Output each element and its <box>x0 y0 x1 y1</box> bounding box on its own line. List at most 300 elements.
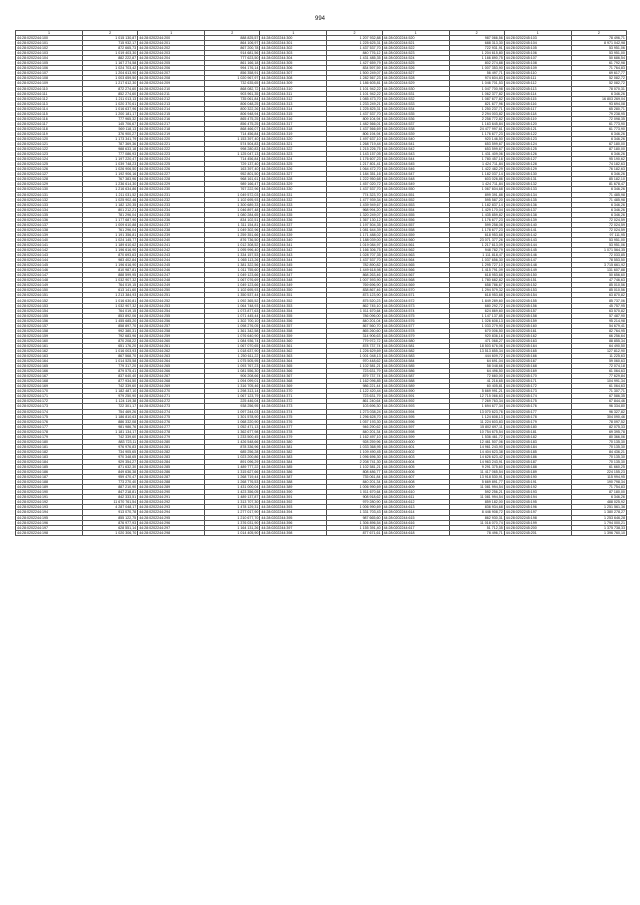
cadastral-value-cell: 1 001 048,13 <box>327 354 382 359</box>
cadastral-value-cell: 861 240,64 <box>327 399 382 404</box>
cadastral-value-cell: 836 934,68 <box>449 505 504 510</box>
cadastral-number-cell: 44:28:0202244:126 <box>16 167 83 172</box>
cadastral-number-cell: 44:28:0202244:120 <box>16 136 83 141</box>
cadastral-number-cell: 44:28:0202244:600 <box>382 439 449 444</box>
cadastral-value-cell: 906 208,66 <box>205 374 260 379</box>
cadastral-number-cell: 44:28:0202244:289 <box>138 485 205 490</box>
cadastral-value-cell: 69 395,78 <box>571 429 626 434</box>
cadastral-value-cell: 115 994,95 <box>571 475 626 480</box>
cadastral-number-cell: 44:28:0202244:606 <box>382 470 449 475</box>
cadastral-value-cell: 1 173 341,79 <box>83 136 138 141</box>
cadastral-number-cell: 44:28:0202245:162 <box>504 333 571 338</box>
cadastral-value-cell: 444 609,72 <box>449 354 504 359</box>
cadastral-value-cell: 685 256,28 <box>205 449 260 454</box>
cadastral-value-cell: 1 101 942,22 <box>327 91 382 96</box>
cadastral-value-cell: 865 475,25 <box>205 116 260 121</box>
cadastral-value-cell: 471 068,27 <box>449 338 504 343</box>
cadastral-number-cell: 44:28:0202244:372 <box>260 399 327 404</box>
cadastral-value-cell: 883 723,11 <box>83 439 138 444</box>
cadastral-value-cell: 6 346,26 <box>571 495 626 500</box>
cadastral-value-cell: 1 019 403,30 <box>83 51 138 56</box>
cadastral-number-cell: 44:28:0202244:604 <box>382 459 449 464</box>
cadastral-value-cell: 1 184 351,16 <box>327 172 382 177</box>
cadastral-number-cell: 44:28:0202244:356 <box>260 318 327 323</box>
cadastral-number-cell: 44:28:0202244:610 <box>382 490 449 495</box>
cadastral-value-cell: 47 746,63 <box>571 278 626 283</box>
cadastral-value-cell: 806 048,25 <box>205 101 260 106</box>
cadastral-value-cell: 856 358,91 <box>205 71 260 76</box>
cadastral-number-cell: 44:28:0202244:167 <box>16 374 83 379</box>
cadastral-number-cell: 44:28:0202244:103 <box>16 51 83 56</box>
cadastral-number-cell: 44:28:0202244:251 <box>138 293 205 298</box>
cadastral-value-cell: 777 086,93 <box>83 152 138 157</box>
cadastral-number-cell: 44:28:0202245:121 <box>504 126 571 131</box>
cadastral-value-cell: 981 986,76 <box>83 424 138 429</box>
cadastral-number-cell: 44:28:0202244:209 <box>138 81 205 86</box>
cadastral-number-cell: 44:28:0202244:220 <box>138 136 205 141</box>
cadastral-value-cell: 1 096 696,30 <box>327 454 382 459</box>
cadastral-value-cell: 1 489 137,87 <box>205 495 260 500</box>
cadastral-value-cell: 64 490,50 <box>571 343 626 348</box>
cadastral-number-cell: 44:28:0202244:528 <box>382 76 449 81</box>
cadastral-number-cell: 44:28:0202244:392 <box>260 500 327 505</box>
cadastral-number-cell: 44:28:0202244:139 <box>16 232 83 237</box>
cadastral-value-cell: 82 764,95 <box>571 328 626 333</box>
cadastral-number-cell: 44:28:0202244:564 <box>382 258 449 263</box>
cadastral-value-cell: 66 256,64 <box>571 333 626 338</box>
cadastral-number-cell: 44:28:0202245:189 <box>504 470 571 475</box>
cadastral-number-cell: 44:28:0202244:331 <box>260 192 327 197</box>
cadastral-value-cell: 1 143 157,05 <box>327 152 382 157</box>
cadastral-value-cell: 163 397,40 <box>205 167 260 172</box>
cadastral-value-cell: 1 011 670,64 <box>327 308 382 313</box>
cadastral-number-cell: 44:28:0202244:293 <box>138 505 205 510</box>
cadastral-value-cell: 959 470,47 <box>83 475 138 480</box>
cadastral-value-cell: 1 162 096,85 <box>327 379 382 384</box>
cadastral-number-cell: 44:28:0202244:602 <box>382 449 449 454</box>
cadastral-number-cell: 44:28:0202244:213 <box>138 101 205 106</box>
cadastral-value-cell: 95 214,98 <box>571 318 626 323</box>
cadastral-number-cell: 44:28:0202244:276 <box>138 419 205 424</box>
cadastral-number-cell: 44:28:0202244:291 <box>138 495 205 500</box>
cadastral-value-cell: 976 976,83 <box>83 444 138 449</box>
cadastral-value-cell: 11 225,63 <box>571 354 626 359</box>
cadastral-number-cell: 44:28:0202244:271 <box>138 394 205 399</box>
cadastral-number-cell: 44:28:0202245:198 <box>504 515 571 520</box>
cadastral-value-cell: 1 033 368,95 <box>327 444 382 449</box>
cadastral-value-cell: 1 102 695,93 <box>205 288 260 293</box>
cadastral-value-cell: 864 106,97 <box>205 41 260 46</box>
cadastral-number-cell: 44:28:0202244:204 <box>138 56 205 61</box>
cadastral-value-cell: 1 163 645,84 <box>449 121 504 126</box>
cadastral-number-cell: 44:28:0202244:529 <box>382 81 449 86</box>
cadastral-value-cell: 867 568,70 <box>83 354 138 359</box>
cadastral-value-cell: 71 307,71 <box>571 389 626 394</box>
cadastral-value-cell: 6 346,26 <box>571 202 626 207</box>
cadastral-number-cell: 44:28:0202244:546 <box>382 167 449 172</box>
cadastral-value-cell: 988 633,18 <box>83 147 138 152</box>
cadastral-value-cell: 69 617,77 <box>571 71 626 76</box>
cadastral-number-cell: 44:28:0202244:376 <box>260 419 327 424</box>
cadastral-value-cell: 1 084 936,74 <box>205 338 260 343</box>
cadastral-value-cell: 58 048,66 <box>449 364 504 369</box>
cadastral-number-cell: 44:28:0202244:575 <box>382 313 449 318</box>
cadastral-number-cell: 44:28:0202244:263 <box>138 354 205 359</box>
cadastral-value-cell: 867 200,78 <box>205 46 260 51</box>
cadastral-value-cell: 618 953,68 <box>449 232 504 237</box>
header-number-col: 1 <box>504 31 571 36</box>
cadastral-number-cell: 44:28:0202244:594 <box>382 409 449 414</box>
cadastral-value-cell: 862 930,31 <box>449 515 504 520</box>
cadastral-value-cell: 97 111,95 <box>571 232 626 237</box>
cadastral-value-cell: 714 456,84 <box>205 131 260 136</box>
cadastral-number-cell: 44:28:0202244:389 <box>260 485 327 490</box>
cadastral-value-cell: 61 792,98 <box>571 61 626 66</box>
cadastral-number-cell: 44:28:0202244:254 <box>138 308 205 313</box>
cadastral-number-cell: 44:28:0202244:532 <box>382 96 449 101</box>
cadastral-number-cell: 44:28:0202244:235 <box>138 212 205 217</box>
cadastral-number-cell: 44:28:0202244:101 <box>16 41 83 46</box>
cadastral-number-cell: 44:28:0202245:144 <box>504 242 571 247</box>
cadastral-value-cell: 777 965,32 <box>83 116 138 121</box>
cadastral-value-cell: 6 346,26 <box>571 131 626 136</box>
cadastral-value-cell: 1 196 616,90 <box>83 263 138 268</box>
cadastral-number-cell: 44:28:0202244:149 <box>16 283 83 288</box>
cadastral-value-cell: 6 346,26 <box>571 212 626 217</box>
cadastral-value-cell: 1 794 000,21 <box>571 520 626 525</box>
cadastral-value-cell: 1 233 249,21 <box>327 101 382 106</box>
cadastral-number-cell: 44:28:0202244:252 <box>138 298 205 303</box>
cadastral-value-cell: 77 629,84 <box>571 374 626 379</box>
cadastral-number-cell: 44:28:0202244:605 <box>382 465 449 470</box>
cadastral-number-cell: 44:28:0202245:111 <box>504 76 571 81</box>
cadastral-number-cell: 44:28:0202244:345 <box>260 263 327 268</box>
cadastral-number-cell: 44:28:0202244:563 <box>382 253 449 258</box>
cadastral-value-cell: 1 182 120,35 <box>83 202 138 207</box>
cadastral-number-cell: 44:28:0202244:527 <box>382 71 449 76</box>
cadastral-number-cell: 44:28:0202245:117 <box>504 106 571 111</box>
cadastral-number-cell: 44:28:0202244:181 <box>16 444 83 449</box>
page-number: 994 <box>314 16 325 22</box>
cadastral-number-cell: 44:28:0202244:574 <box>382 308 449 313</box>
cadastral-value-cell: 1 300 689,33 <box>205 202 260 207</box>
cadastral-value-cell: 1 192 906,16 <box>83 172 138 177</box>
cadastral-value-cell: 714 456,84 <box>205 157 260 162</box>
cadastral-number-cell: 44:28:0202244:543 <box>382 152 449 157</box>
cadastral-number-cell: 44:28:0202244:298 <box>138 530 205 535</box>
cadastral-number-cell: 44:28:0202244:324 <box>260 157 327 162</box>
cadastral-number-cell: 44:28:0202244:215 <box>138 111 205 116</box>
cadastral-number-cell: 44:28:0202245:133 <box>504 187 571 192</box>
cadastral-value-cell: 1 023 200,86 <box>205 454 260 459</box>
cadastral-value-cell: 806 948,94 <box>205 111 260 116</box>
cadastral-value-cell: 1 162 497,10 <box>327 434 382 439</box>
cadastral-value-cell: 872 274,60 <box>83 86 138 91</box>
cadastral-value-cell: 1 367 130,12 <box>327 217 382 222</box>
cadastral-value-cell: 946 290,62 <box>327 424 382 429</box>
cadastral-number-cell: 44:28:0202244:286 <box>138 470 205 475</box>
cadastral-value-cell: 1 176 677,23 <box>449 131 504 136</box>
cadastral-number-cell: 44:28:0202244:224 <box>138 157 205 162</box>
cadastral-number-cell: 44:28:0202244:109 <box>16 81 83 86</box>
cadastral-number-cell: 44:28:0202244:152 <box>16 298 83 303</box>
cadastral-value-cell: 1 016 630,81 <box>83 298 138 303</box>
cadastral-value-cell: 920 146,50 <box>449 136 504 141</box>
cadastral-value-cell: 1 216 634,86 <box>83 187 138 192</box>
cadastral-number-cell: 44:28:0202244:308 <box>260 76 327 81</box>
cadastral-value-cell: 786 096,00 <box>327 313 382 318</box>
cadastral-value-cell: 1 225 625,31 <box>327 41 382 46</box>
cadastral-value-cell: 834 102,51 <box>205 217 260 222</box>
cadastral-number-cell: 44:28:0202244:554 <box>382 207 449 212</box>
cadastral-number-cell: 44:28:0202244:280 <box>138 439 205 444</box>
cadastral-value-cell: 1 429 170,04 <box>449 207 504 212</box>
cadastral-number-cell: 44:28:0202244:153 <box>16 303 83 308</box>
cadastral-number-cell: 44:28:0202245:171 <box>504 379 571 384</box>
cadastral-value-cell: 876 977,93 <box>83 520 138 525</box>
cadastral-number-cell: 44:28:0202244:260 <box>138 338 205 343</box>
cadastral-value-cell: 1 181 134,17 <box>83 429 138 434</box>
cadastral-number-cell: 44:28:0202244:156 <box>16 318 83 323</box>
cadastral-number-cell: 44:28:0202244:138 <box>16 227 83 232</box>
cadastral-value-cell: 6 346,26 <box>571 172 626 177</box>
cadastral-value-cell: 859 182,00 <box>449 500 504 505</box>
cadastral-value-cell: 1 166 306,75 <box>327 248 382 253</box>
cadastral-number-cell: 44:28:0202245:167 <box>504 359 571 364</box>
cadastral-number-cell: 44:28:0202244:296 <box>138 520 205 525</box>
cadastral-number-cell: 44:28:0202244:360 <box>260 338 327 343</box>
cadastral-value-cell: 1 012 308,52 <box>205 242 260 247</box>
cadastral-number-cell: 44:28:0202244:565 <box>382 263 449 268</box>
cadastral-number-cell: 44:28:0202244:244 <box>138 258 205 263</box>
cadastral-value-cell: 1 302 700,10 <box>205 318 260 323</box>
cadastral-number-cell: 44:28:0202244:301 <box>260 41 327 46</box>
cadastral-number-cell: 44:28:0202244:615 <box>382 515 449 520</box>
cadastral-number-cell: 44:28:0202245:177 <box>504 409 571 414</box>
cadastral-number-cell: 44:28:0202245:154 <box>504 293 571 298</box>
cadastral-number-cell: 44:28:0202244:572 <box>382 298 449 303</box>
cadastral-number-cell: 44:28:0202244:141 <box>16 242 83 247</box>
cadastral-value-cell: 1 067 123,79 <box>205 394 260 399</box>
cadastral-number-cell: 44:28:0202244:292 <box>138 500 205 505</box>
cadastral-value-cell: 1 431 409,06 <box>449 152 504 157</box>
cadastral-number-cell: 44:28:0202244:330 <box>260 187 327 192</box>
cadastral-value-cell: 882 222,87 <box>83 56 138 61</box>
cadastral-number-cell: 44:28:0202244:523 <box>382 51 449 56</box>
cadastral-number-cell: 44:28:0202244:256 <box>138 318 205 323</box>
cadastral-value-cell: 809 104,94 <box>327 116 382 121</box>
cadastral-value-cell: 1 477 939,34 <box>327 197 382 202</box>
cadastral-value-cell: 1 052 471,13 <box>205 424 260 429</box>
cadastral-value-cell: 879 575,41 <box>83 369 138 374</box>
cadastral-value-cell: 569 118,13 <box>83 126 138 131</box>
cadastral-value-cell: 1 449 618,98 <box>327 268 382 273</box>
cadastral-number-cell: 44:28:0202245:195 <box>504 500 571 505</box>
cadastral-number-cell: 44:28:0202244:205 <box>138 61 205 66</box>
cadastral-value-cell: 1 166 890,75 <box>449 56 504 61</box>
cadastral-value-cell: 1 003 659,50 <box>83 76 138 81</box>
cadastral-value-cell: 1 049 123,66 <box>205 283 260 288</box>
cadastral-number-cell: 44:28:0202244:319 <box>260 131 327 136</box>
cadastral-number-cell: 44:28:0202244:267 <box>138 374 205 379</box>
cadastral-value-cell: 14 961 243,90 <box>449 444 504 449</box>
cadastral-value-cell: 1 080 284,65 <box>205 212 260 217</box>
cadastral-number-cell: 44:28:0202244:198 <box>16 530 83 535</box>
cadastral-number-cell: 44:28:0202244:333 <box>260 202 327 207</box>
cadastral-number-cell: 44:28:0202244:371 <box>260 394 327 399</box>
cadastral-number-cell: 44:28:0202244:382 <box>260 449 327 454</box>
cadastral-number-cell: 44:28:0202244:313 <box>260 101 327 106</box>
cadastral-number-cell: 44:28:0202244:365 <box>260 364 327 369</box>
cadastral-value-cell: 1 296 628,70 <box>327 414 382 419</box>
cadastral-value-cell: 52 082,72 <box>571 81 626 86</box>
cadastral-value-cell: 1 780 682,82 <box>449 278 504 283</box>
cadastral-value-cell: 1 217 612,30 <box>83 81 138 86</box>
cadastral-value-cell: 96 334,80 <box>571 404 626 409</box>
cadastral-number-cell: 44:28:0202245:103 <box>504 36 571 41</box>
cadastral-value-cell: 1 049 123,66 <box>205 273 260 278</box>
cadastral-number-cell: 44:28:0202244:137 <box>16 222 83 227</box>
cadastral-number-cell: 44:28:0202245:125 <box>504 147 571 152</box>
cadastral-number-cell: 44:28:0202245:124 <box>504 142 571 147</box>
cadastral-number-cell: 44:28:0202244:598 <box>382 429 449 434</box>
cadastral-number-cell: 44:28:0202244:151 <box>16 293 83 298</box>
cadastral-number-cell: 44:28:0202244:325 <box>260 162 327 167</box>
cadastral-number-cell: 44:28:0202244:234 <box>138 207 205 212</box>
cadastral-number-cell: 44:28:0202244:277 <box>138 424 205 429</box>
cadastral-number-cell: 44:28:0202244:533 <box>382 101 449 106</box>
cadastral-value-cell: 1 046 701,53 <box>449 81 504 86</box>
cadastral-value-cell: 862 745,10 <box>327 303 382 308</box>
cadastral-value-cell: 7 269 763,34 <box>449 399 504 404</box>
cadastral-value-cell: 1 020 370,61 <box>83 101 138 106</box>
cadastral-number-cell: 44:28:0202244:134 <box>16 207 83 212</box>
cadastral-number-cell: 44:28:0202244:394 <box>260 510 327 515</box>
cadastral-value-cell: 871 632,30 <box>83 465 138 470</box>
cadastral-value-cell: 14 963 243,91 <box>449 459 504 464</box>
cadastral-number-cell: 44:28:0202244:557 <box>382 222 449 227</box>
cadastral-number-cell: 44:28:0202244:311 <box>260 91 327 96</box>
cadastral-number-cell: 44:28:0202244:241 <box>138 242 205 247</box>
cadastral-value-cell: 82 075,33 <box>571 424 626 429</box>
cadastral-number-cell: 44:28:0202244:368 <box>260 379 327 384</box>
cadastral-number-cell: 44:28:0202244:222 <box>138 147 205 152</box>
cadastral-value-cell: 1 019 084,97 <box>327 242 382 247</box>
cadastral-number-cell: 44:28:0202244:161 <box>16 343 83 348</box>
cadastral-value-cell: 849 636,38 <box>83 470 138 475</box>
cadastral-number-cell: 44:28:0202244:315 <box>260 111 327 116</box>
cadastral-number-cell: 44:28:0202244:349 <box>260 283 327 288</box>
cadastral-value-cell: 1 334 157,53 <box>205 253 260 258</box>
cadastral-value-cell: 16 803 269,04 <box>571 96 626 101</box>
cadastral-value-cell: 1 085 473,70 <box>327 96 382 101</box>
cadastral-number-cell: 44:28:0202244:378 <box>260 429 327 434</box>
cadastral-value-cell: 1 037 656,30 <box>449 258 504 263</box>
cadastral-value-cell: 1 171 488,02 <box>327 232 382 237</box>
cadastral-number-cell: 44:28:0202244:140 <box>16 237 83 242</box>
cadastral-value-cell: 104 991,34 <box>571 379 626 384</box>
cadastral-number-cell: 44:28:0202245:196 <box>504 505 571 510</box>
cadastral-number-cell: 44:28:0202244:122 <box>16 147 83 152</box>
cadastral-number-cell: 44:28:0202245:174 <box>504 394 571 399</box>
cadastral-value-cell: 1 067 604,68 <box>449 187 504 192</box>
cadastral-number-cell: 44:28:0202244:306 <box>260 66 327 71</box>
cadastral-value-cell: 1 222 950,68 <box>327 177 382 182</box>
cadastral-number-cell: 44:28:0202244:381 <box>260 444 327 449</box>
cadastral-number-cell: 44:28:0202244:561 <box>382 242 449 247</box>
cadastral-value-cell: 868 082,72 <box>205 86 260 91</box>
cadastral-number-cell: 44:28:0202245:165 <box>504 348 571 353</box>
header-value-col: 2 <box>205 31 260 36</box>
cadastral-value-cell: 802 274,88 <box>449 61 504 66</box>
cadastral-number-cell: 44:28:0202244:384 <box>260 459 327 464</box>
cadastral-value-cell: 599 258,08 <box>449 222 504 227</box>
cadastral-number-cell: 44:28:0202244:154 <box>16 308 83 313</box>
cadastral-number-cell: 44:28:0202244:262 <box>138 348 205 353</box>
cadastral-value-cell: 72 024,59 <box>571 217 626 222</box>
cadastral-value-cell: 992 380,31 <box>83 328 138 333</box>
cadastral-value-cell: 1 124 608,13 <box>449 414 504 419</box>
cadastral-number-cell: 44:28:0202245:149 <box>504 268 571 273</box>
cadastral-number-cell: 44:28:0202244:163 <box>16 354 83 359</box>
cadastral-number-cell: 44:28:0202244:173 <box>16 404 83 409</box>
cadastral-value-cell: 868 466,07 <box>205 126 260 131</box>
cadastral-number-cell: 44:28:0202244:285 <box>138 465 205 470</box>
cadastral-number-cell: 44:28:0202244:302 <box>260 46 327 51</box>
cadastral-value-cell: 10 754 675,54 <box>449 429 504 434</box>
cadastral-value-cell: 1 427 659,79 <box>327 61 382 66</box>
cadastral-value-cell: 14 404 623,38 <box>449 449 504 454</box>
cadastral-value-cell: 1 076 640,90 <box>205 333 260 338</box>
cadastral-number-cell: 44:28:0202244:618 <box>382 530 449 535</box>
cadastral-value-cell: 1 315 627,66 <box>205 470 260 475</box>
cadastral-number-cell: 44:28:0202244:121 <box>16 142 83 147</box>
cadastral-number-cell: 44:28:0202245:151 <box>504 278 571 283</box>
cadastral-value-cell: 1 122 420,44 <box>327 389 382 394</box>
cadastral-number-cell: 44:28:0202244:339 <box>260 232 327 237</box>
cadastral-value-cell: 1 049 572,03 <box>205 192 260 197</box>
cadastral-value-cell: 1 176 607,23 <box>327 157 382 162</box>
cadastral-number-cell: 44:28:0202244:237 <box>138 222 205 227</box>
cadastral-number-cell: 44:28:0202244:344 <box>260 258 327 263</box>
cadastral-number-cell: 44:28:0202244:545 <box>382 162 449 167</box>
cadastral-value-cell: 1 500 249,07 <box>327 71 382 76</box>
cadastral-number-cell: 44:28:0202245:183 <box>504 439 571 444</box>
cadastral-value-cell: 6 346,26 <box>571 152 626 157</box>
cadastral-value-cell: 11 417 065,54 <box>449 470 504 475</box>
cadastral-number-cell: 44:28:0202244:172 <box>16 399 83 404</box>
cadastral-number-cell: 44:28:0202244:316 <box>260 116 327 121</box>
cadastral-value-cell: 81 678,47 <box>571 182 626 187</box>
cadastral-value-cell: 867 560,70 <box>327 323 382 328</box>
cadastral-value-cell: 767 383,96 <box>83 177 138 182</box>
cadastral-value-cell: 5 669 891,77 <box>449 480 504 485</box>
cadastral-value-cell: 1 081 556,30 <box>205 369 260 374</box>
cadastral-number-cell: 44:28:0202244:539 <box>382 131 449 136</box>
cadastral-value-cell: 875 520,23 <box>327 298 382 303</box>
cadastral-number-cell: 44:28:0202244:290 <box>138 490 205 495</box>
cadastral-value-cell: 1 102 695,93 <box>205 197 260 202</box>
cadastral-value-cell: 1 102 581,21 <box>327 364 382 369</box>
cadastral-number-cell: 44:28:0202244:148 <box>16 278 83 283</box>
cadastral-value-cell: 1 375 738,33 <box>571 525 626 530</box>
cadastral-value-cell: 1 032 907,32 <box>83 303 138 308</box>
cadastral-number-cell: 44:28:0202245:175 <box>504 399 571 404</box>
cadastral-number-cell: 44:28:0202245:128 <box>504 162 571 167</box>
cadastral-value-cell: 742 339,60 <box>83 434 138 439</box>
cadastral-value-cell: 920 836,16 <box>449 333 504 338</box>
cadastral-number-cell: 44:28:0202244:191 <box>16 495 83 500</box>
